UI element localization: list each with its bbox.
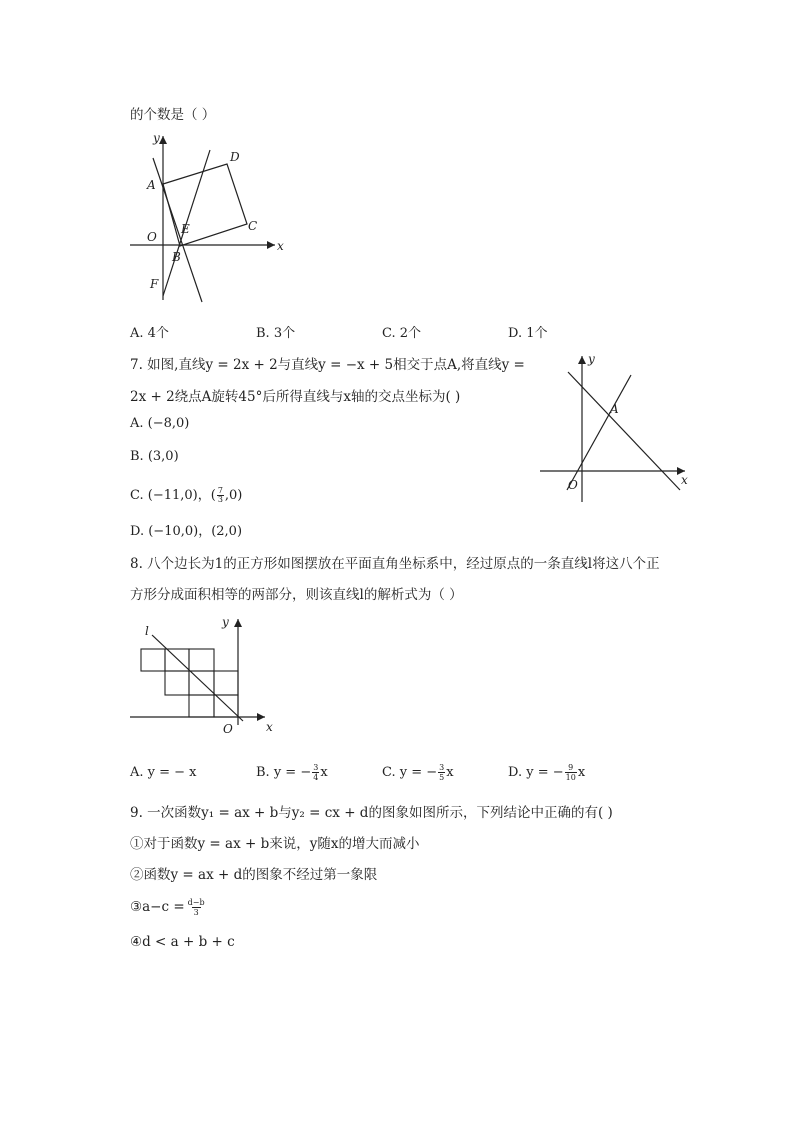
q9-statement-3-prefix: ③a−c = (130, 899, 185, 915)
q7-option-b: B. (3,0) (130, 449, 179, 464)
q8-option-b-fraction (312, 763, 319, 782)
q8-label-o: O (223, 722, 233, 736)
q6-y-arrow (159, 136, 167, 144)
q6-option-d: D. 1个 (508, 326, 548, 341)
q8-square (141, 649, 165, 671)
q9-statement-2: ②函数y = ax + d的图象不经过第一象限 (130, 867, 378, 883)
q7-stem-line1: 7. 如图,直线y = 2x + 2与直线y = −x + 5相交于点A,将直线y = (130, 357, 525, 373)
q7-frac-num: 7 (217, 486, 223, 495)
q8-option-c-prefix: C. y = − (382, 765, 438, 780)
q8-option-c-num: 3 (439, 763, 445, 772)
q6-label-o: O (147, 230, 157, 244)
q9-stem: 9. 一次函数y₁ = ax + b与y₂ = cx + d的图象如图所示，下列结论中正确的有( ) (130, 805, 613, 821)
q8-option-d-den: 10 (565, 773, 576, 782)
q6-square (163, 164, 247, 246)
q9-frac-den: 3 (193, 908, 199, 917)
q7-option-d: D. (−10,0)，(2,0) (130, 524, 243, 539)
q7-label-y: y (588, 352, 595, 366)
q8-option-d-num: 9 (568, 763, 574, 772)
q9-statement-3 (130, 898, 205, 917)
q8-option-a-text: A. y = − x (130, 765, 197, 780)
q8-line-l (152, 635, 243, 721)
q7-option-a: A. (−8,0) (130, 416, 190, 431)
q8-label-y: y (222, 615, 229, 629)
q8-option-b (256, 763, 328, 782)
q8-label-x: x (266, 720, 273, 734)
q6-figure (125, 128, 295, 306)
q9-statement-4: ④d < a + b + c (130, 934, 235, 950)
q8-figure (125, 613, 285, 738)
q8-option-c (382, 763, 454, 782)
q8-option-c-suffix: x (446, 765, 454, 780)
q6-tail: 的个数是（ ） (130, 107, 216, 123)
q7-label-a: A (610, 402, 619, 416)
q8-option-d-fraction (565, 763, 577, 782)
q8-option-b-num: 3 (313, 763, 319, 772)
q7-frac-den: 3 (217, 495, 223, 504)
q6-label-e: E (181, 222, 190, 236)
q8-square (165, 671, 189, 695)
q8-stem-line1: 8. 八个边长为1的正方形如图摆放在平面直角坐标系中，经过原点的一条直线l将这八个正 (130, 556, 660, 572)
q6-label-d: D (230, 150, 240, 164)
q6-x-arrow (267, 241, 275, 249)
q8-square (189, 695, 214, 717)
q6-option-c: C. 2个 (382, 326, 422, 341)
q7-option-c-prefix: C. (−11,0)，( (130, 488, 216, 503)
q7-option-c-suffix: ,0) (224, 488, 243, 503)
q8-square (189, 649, 214, 671)
q9-frac-num: d−b (187, 898, 205, 907)
q8-square (189, 671, 214, 695)
q8-stem-line2: 方形分成面积相等的两部分，则该直线l的解析式为（ ） (130, 587, 463, 603)
q8-option-b-prefix: B. y = − (256, 765, 312, 780)
q8-option-d-suffix: x (577, 765, 586, 780)
q7-line-neg-x-plus-5 (568, 372, 680, 490)
q8-option-a (130, 765, 197, 780)
q8-option-c-fraction (438, 763, 445, 782)
q9-statement-3-fraction (188, 898, 205, 917)
q7-option-c-fraction (217, 487, 224, 504)
q8-option-b-den: 4 (313, 773, 319, 782)
q7-label-x: x (681, 473, 688, 487)
q6-label-x: x (277, 239, 284, 253)
q8-square (214, 671, 238, 695)
q8-squares (141, 649, 238, 717)
q6-label-y: y (153, 131, 160, 145)
q6-label-c: C (248, 219, 258, 233)
q7-option-c (130, 484, 242, 504)
q6-option-a: A. 4个 (130, 326, 169, 341)
q8-option-b-suffix: x (320, 765, 328, 780)
q8-x-arrow (257, 713, 265, 721)
q6-option-b: B. 3个 (256, 326, 296, 341)
q7-y-arrow (578, 356, 586, 364)
q7-line-2x-plus-2 (567, 375, 631, 490)
q8-label-l: l (145, 624, 149, 638)
q8-square (165, 649, 189, 671)
q7-label-o: O (568, 478, 578, 492)
q6-label-f: F (150, 277, 159, 291)
q8-y-arrow (234, 619, 242, 627)
q8-square (214, 695, 238, 717)
q6-label-a: A (147, 178, 156, 192)
q6-label-b: B (172, 250, 181, 264)
q7-figure (535, 350, 695, 505)
q8-option-d-prefix: D. y = − (508, 765, 564, 780)
q8-option-d (508, 763, 585, 782)
q7-stem-line2: 2x + 2绕点A旋转45°后所得直线与x轴的交点坐标为( ) (130, 389, 461, 405)
q9-statement-1: ①对于函数y = ax + b来说，y随x的增大而减小 (130, 836, 420, 852)
q8-option-c-den: 5 (439, 773, 445, 782)
